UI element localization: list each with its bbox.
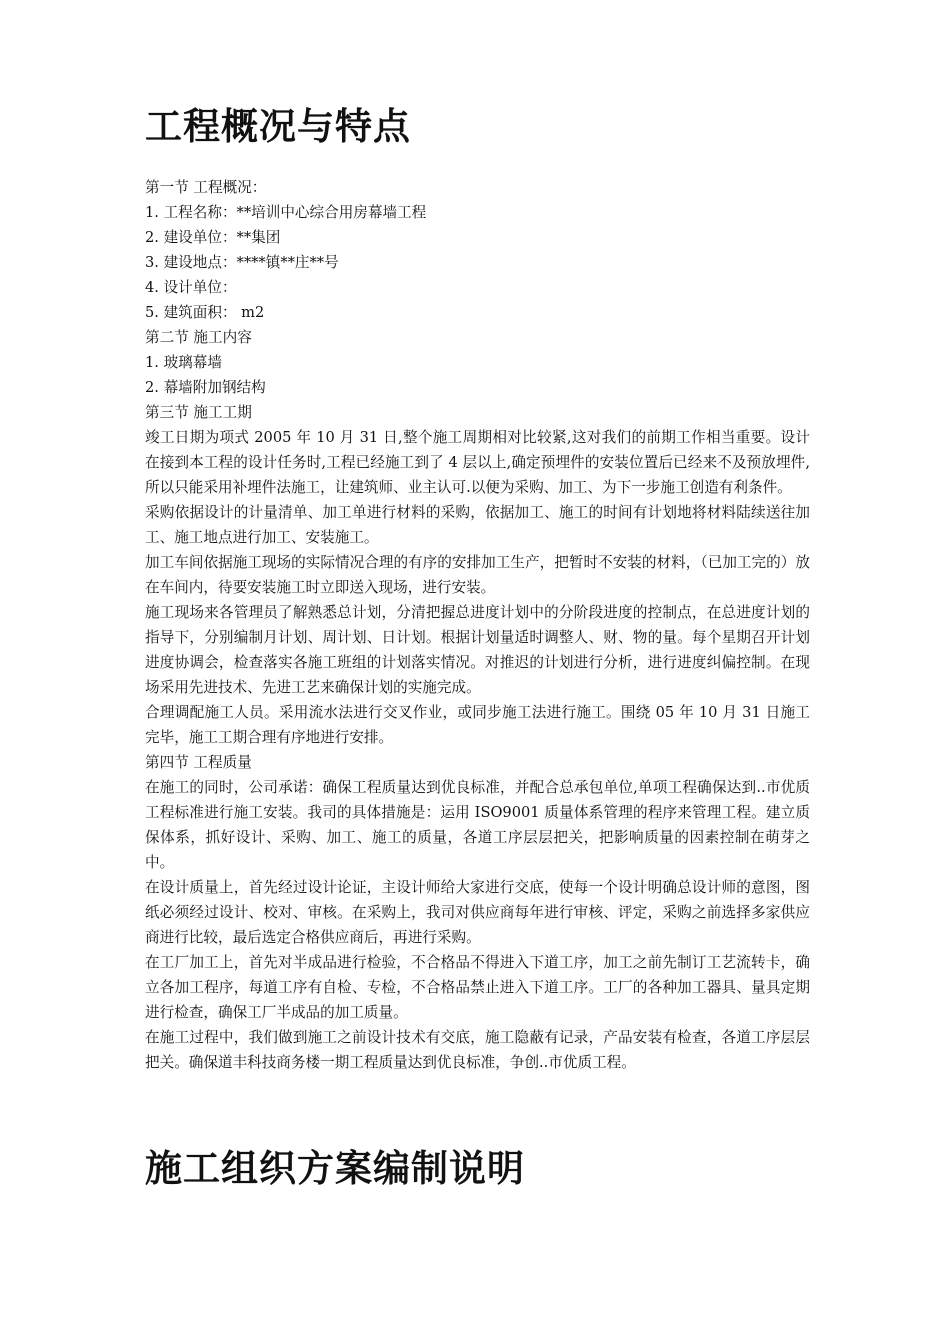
paragraph: 施工现场来各管理员了解熟悉总计划，分清把握总进度计划中的分阶段进度的控制点，在总进度计划的指导下，分别编制月计划、周计划、日计划。根据计划量适时调整人、财、物的量。每个星期召开计划进度协调会，检查落实各施工班组的计划落实情况。对推迟的计划进行分析，进行进度纠偏控制。在现场采用先进技术、先进工艺来确保计划的实施完成。	[145, 604, 810, 696]
paragraph: 加工车间依据施工现场的实际情况合理的有序的安排加工生产，把暂时不安装的材料，（已加工完的）放在车间内，待要安装施工时立即送入现场，进行安装。	[145, 554, 810, 596]
section-body	[145, 175, 810, 1075]
paragraph: 合理调配施工人员。采用流水法进行交叉作业，或同步施工法进行施工。围绕 05 年 10 月 31 日施工完毕，施工工期合理有序地进行安排。	[145, 704, 810, 746]
paragraph: 在设计质量上，首先经过设计论证，主设计师给大家进行交底，使每一个设计明确总设计师的意图，图纸必须经过设计、校对、审核。在采购上，我司对供应商每年进行审核、评定，采购之前选择多家供应商进行比较，最后选定合格供应商后，再进行采购。	[145, 879, 810, 946]
paragraph: 4. 设计单位：	[145, 279, 237, 296]
paragraph: 竣工日期为项式 2005 年 10 月 31 日,整个施工周期相对比较紧,这对我们的前期工作相当重要。设计在接到本工程的设计任务时,工程已经施工到了 4 层以上,确定预埋件的安装位置后已经来不及预放埋件,所以只能采用补埋件法施工，让建筑师、业主认可.以便为采购、加工、为下一步施工创造有利条件。	[145, 429, 810, 496]
paragraph: 在施工的同时，公司承诺：确保工程质量达到优良标准，并配合总承包单位,单项工程确保达到..市优质工程标准进行施工安装。我司的具体措施是：运用 ISO9001 质量体系管理的程序来管理工程。建立质保体系，抓好设计、采购、加工、施工的质量，各道工序层层把关，把影响质量的因素控制在萌芽之中。	[145, 779, 810, 871]
paragraph: 第三节 施工工期	[145, 404, 252, 421]
paragraph: 1. 玻璃幕墙	[145, 354, 222, 371]
paragraph: 在工厂加工上，首先对半成品进行检验，不合格品不得进入下道工序，加工之前先制订工艺流转卡，确立各加工程序，每道工序有自检、专检，不合格品禁止进入下道工序。工厂的各种加工器具、量具定期进行检查，确保工厂半成品的加工质量。	[145, 954, 810, 1021]
paragraph: 第二节 施工内容	[145, 329, 252, 346]
paragraph: 2. 幕墙附加钢结构	[145, 379, 266, 396]
paragraph: 在施工过程中，我们做到施工之前设计技术有交底，施工隐蔽有记录，产品安装有检查，各道工序层层把关。确保道丰科技商务楼一期工程质量达到优良标准，争创..市优质工程。	[145, 1029, 810, 1071]
section-title-plan: 施工组织方案编制说明	[145, 1146, 525, 1190]
paragraph: 采购依据设计的计量清单、加工单进行材料的采购，依据加工、施工的时间有计划地将材料陆续送往加工、施工地点进行加工、安装施工。	[145, 504, 810, 546]
paragraph: 5. 建筑面积： m2	[145, 304, 265, 321]
section-title-overview: 工程概况与特点	[145, 104, 411, 148]
paragraph: 1. 工程名称：**培训中心综合用房幕墙工程	[145, 204, 427, 221]
paragraph: 第一节 工程概况：	[145, 179, 267, 196]
paragraph: 第四节 工程质量	[145, 754, 252, 771]
paragraph: 2. 建设单位：**集团	[145, 229, 281, 246]
paragraph: 3. 建设地点：****镇**庄**号	[145, 254, 339, 271]
